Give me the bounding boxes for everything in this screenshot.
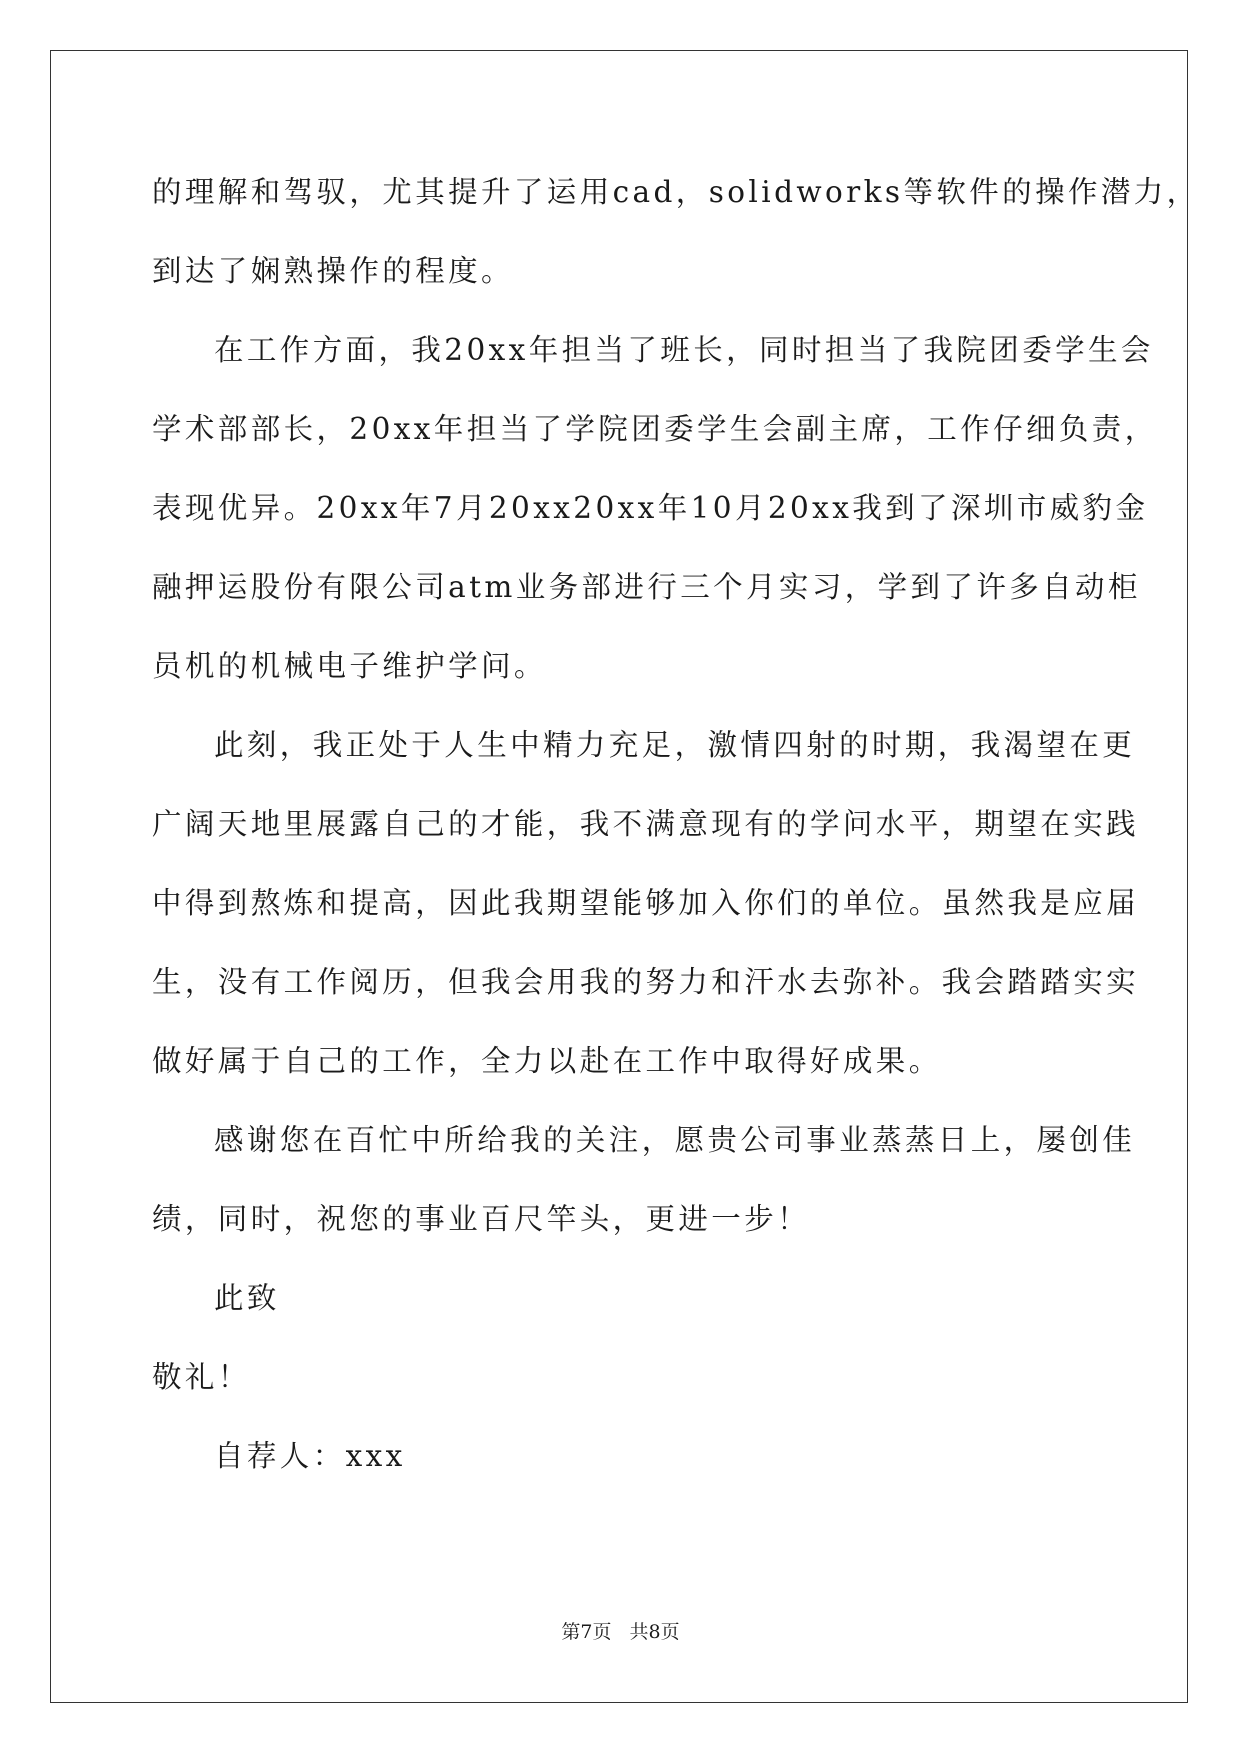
paragraph-start-line: 在工作方面，我20xx年担当了班长，同时担当了我院团委学生会 bbox=[214, 333, 1154, 367]
closing-regards: 敬礼！ bbox=[152, 1360, 251, 1394]
text-line: 的理解和驾驭，尤其提升了运用cad，solidworks等软件的操作潜力， bbox=[152, 175, 1200, 209]
text-line: 融押运股份有限公司atm业务部进行三个月实习，学到了许多自动柜 bbox=[152, 570, 1141, 604]
text-line: 表现优异。20xx年7月20xx20xx年10月20xx我到了深圳市威豹金 bbox=[152, 491, 1149, 525]
text-line: 到达了娴熟操作的程度。 bbox=[152, 254, 514, 288]
letter-body bbox=[152, 160, 1200, 1503]
signature-line: 自荐人：xxx bbox=[214, 1439, 406, 1473]
text-line: 生，没有工作阅历，但我会用我的努力和汗水去弥补。我会踏踏实实 bbox=[152, 965, 1140, 999]
closing-salutation: 此致 bbox=[214, 1281, 280, 1315]
page-number-current: 第7页 bbox=[561, 1621, 612, 1643]
text-line: 绩，同时，祝您的事业百尺竿头，更进一步！ bbox=[152, 1202, 811, 1236]
text-line: 学术部部长，20xx年担当了学院团委学生会副主席，工作仔细负责， bbox=[152, 412, 1158, 446]
text-line: 员机的机械电子维护学问。 bbox=[152, 649, 547, 683]
text-line: 广阔天地里展露自己的才能，我不满意现有的学问水平，期望在实践 bbox=[152, 807, 1140, 841]
text-line: 中得到熬炼和提高，因此我期望能够加入你们的单位。虽然我是应届 bbox=[152, 886, 1140, 920]
paragraph-start-line: 此刻，我正处于人生中精力充足，激情四射的时期，我渴望在更 bbox=[214, 728, 1136, 762]
text-line: 做好属于自己的工作，全力以赴在工作中取得好成果。 bbox=[152, 1044, 942, 1078]
page-number-total: 共8页 bbox=[629, 1621, 680, 1643]
paragraph-start-line: 感谢您在百忙中所给我的关注，愿贵公司事业蒸蒸日上，屡创佳 bbox=[214, 1123, 1136, 1157]
page-footer bbox=[0, 1620, 1241, 1644]
